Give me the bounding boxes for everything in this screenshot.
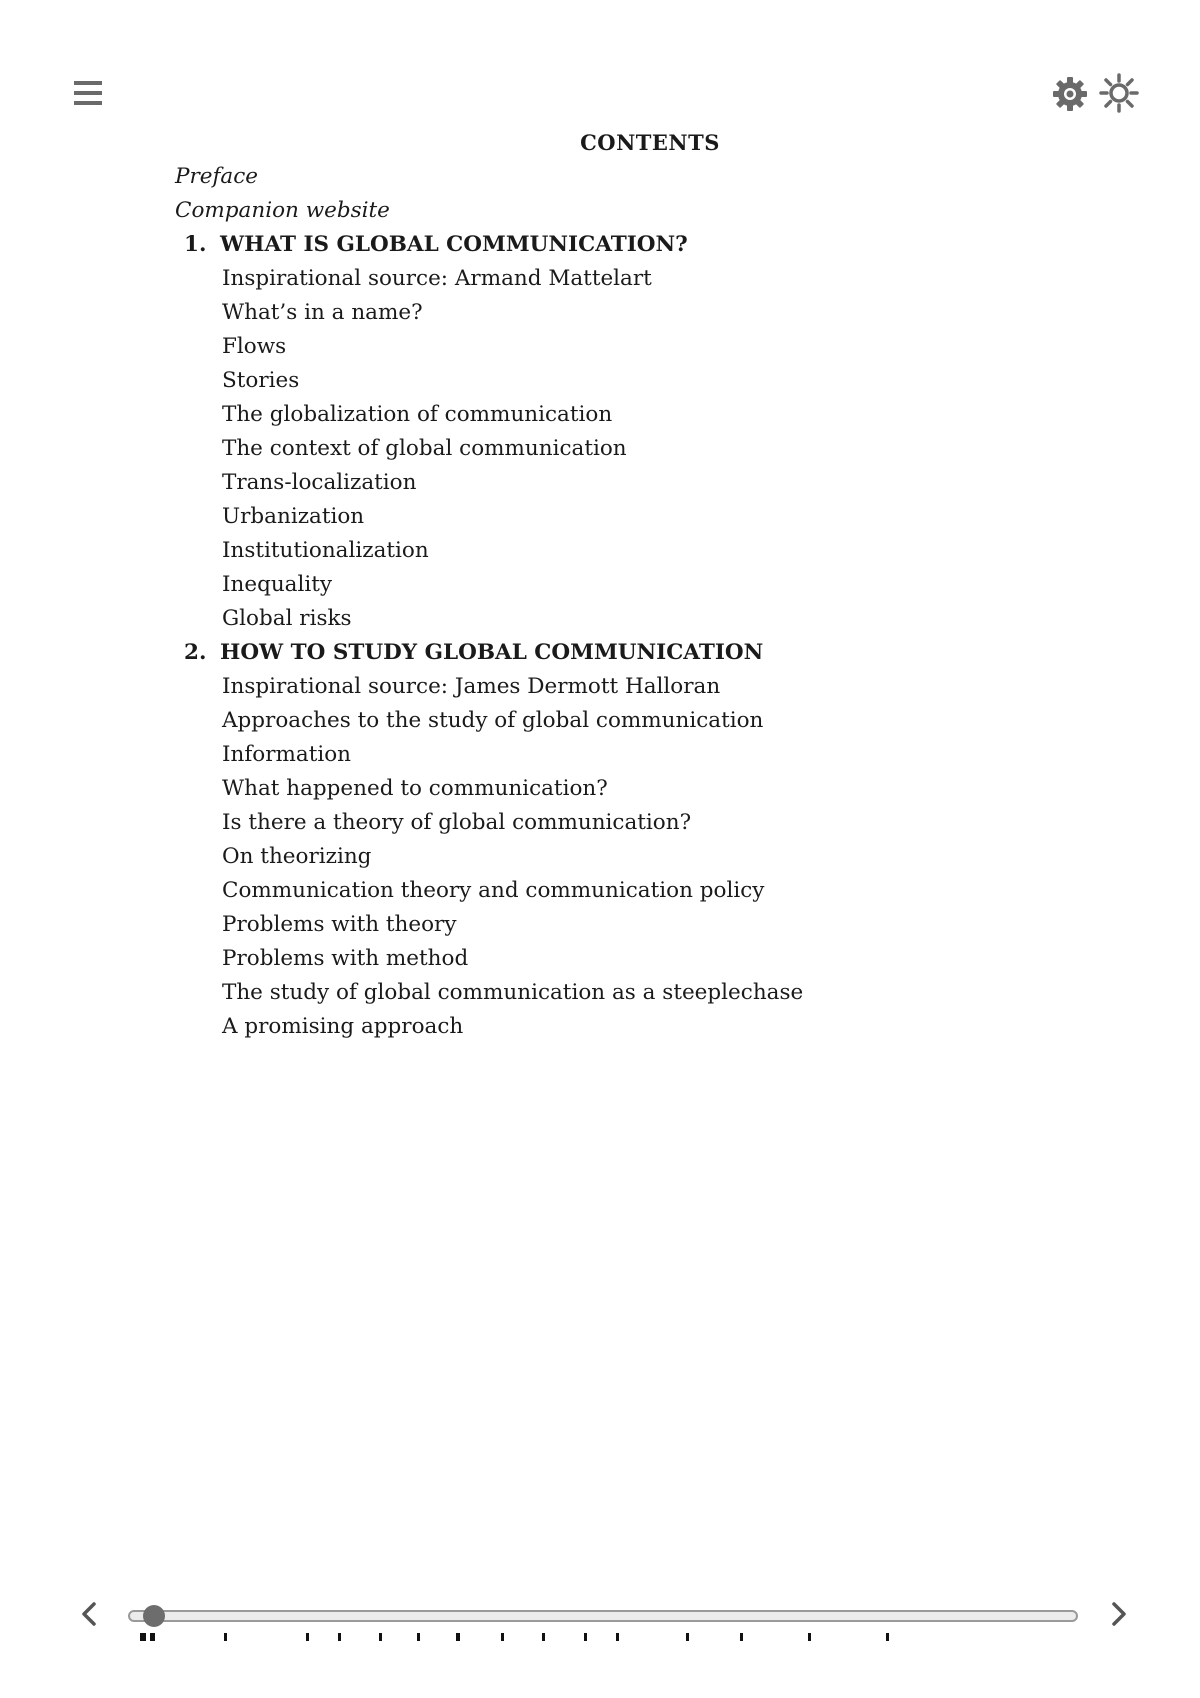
toc-section[interactable]: The study of global communication as a steeplechase: [222, 980, 804, 1005]
chapter-tick: [140, 1633, 146, 1641]
toc-section[interactable]: What happened to communication?: [222, 776, 608, 801]
chapter-tick: [808, 1633, 811, 1641]
toc-section[interactable]: Institutionalization: [222, 538, 429, 563]
toc-section[interactable]: The globalization of communication: [222, 402, 613, 427]
chapter-tick: [584, 1633, 587, 1641]
toc-section[interactable]: Is there a theory of global communication?: [222, 810, 692, 835]
toc-item-companion-website[interactable]: Companion website: [175, 198, 390, 223]
toc-section[interactable]: Inspirational source: James Dermott Halloran: [222, 674, 721, 699]
toc-chapter-1[interactable]: [184, 234, 688, 256]
chapter-number: 1.: [184, 232, 207, 257]
chapter-tick: [686, 1633, 689, 1641]
previous-page-button[interactable]: [78, 1600, 100, 1628]
page-progress-slider[interactable]: [128, 1602, 1078, 1642]
toc-section[interactable]: The context of global communication: [222, 436, 627, 461]
page-navigation: [0, 1580, 1200, 1660]
chapter-tick: [542, 1633, 545, 1641]
slider-thumb[interactable]: [143, 1605, 165, 1627]
chapter-tick: [886, 1633, 889, 1641]
next-page-button[interactable]: [1108, 1600, 1130, 1628]
reader-toolbar: [0, 0, 1200, 120]
chapter-tick: [456, 1633, 460, 1641]
toc-section[interactable]: Problems with theory: [222, 912, 457, 937]
toc-section[interactable]: Stories: [222, 368, 300, 393]
chapter-tick: [616, 1633, 619, 1641]
chevron-right-icon: [1108, 1600, 1130, 1628]
chapter-tick: [417, 1633, 420, 1641]
menu-button[interactable]: [72, 78, 106, 108]
chapter-tick: [306, 1633, 309, 1641]
chapter-tick: [150, 1633, 155, 1641]
chapter-title: WHAT IS GLOBAL COMMUNICATION?: [220, 232, 688, 257]
toc-chapter-2[interactable]: [184, 642, 763, 664]
toc-section[interactable]: Trans-localization: [222, 470, 417, 495]
slider-track[interactable]: [128, 1610, 1078, 1622]
chapter-tick: [740, 1633, 743, 1641]
chevron-left-icon: [78, 1600, 100, 1628]
toc-section[interactable]: Inequality: [222, 572, 333, 597]
toc-section[interactable]: Information: [222, 742, 352, 767]
chapter-tick: [338, 1633, 341, 1641]
chapter-title: HOW TO STUDY GLOBAL COMMUNICATION: [220, 640, 764, 665]
toc-section[interactable]: Approaches to the study of global communication: [222, 708, 764, 733]
toc-section[interactable]: Urbanization: [222, 504, 365, 529]
toc-section[interactable]: On theorizing: [222, 844, 372, 869]
toc-section[interactable]: Problems with method: [222, 946, 469, 971]
chapter-tick: [501, 1633, 504, 1641]
chapter-tick: [379, 1633, 382, 1641]
toc-section[interactable]: What’s in a name?: [222, 300, 423, 325]
toc-section[interactable]: A promising approach: [222, 1014, 464, 1039]
toc-section[interactable]: Flows: [222, 334, 287, 359]
toc-section[interactable]: Inspirational source: Armand Mattelart: [222, 266, 652, 291]
theme-toggle-button[interactable]: [1098, 72, 1140, 114]
sun-icon: [1098, 72, 1140, 114]
settings-button[interactable]: [1050, 74, 1090, 114]
page-title: CONTENTS: [580, 130, 720, 155]
toc-section[interactable]: Communication theory and communication policy: [222, 878, 765, 903]
toc-section[interactable]: Global risks: [222, 606, 352, 631]
gear-icon: [1050, 74, 1090, 114]
hamburger-menu-icon: [72, 78, 106, 108]
chapter-number: 2.: [184, 640, 207, 665]
toc-item-preface[interactable]: Preface: [175, 164, 259, 189]
chapter-tick: [224, 1633, 227, 1641]
